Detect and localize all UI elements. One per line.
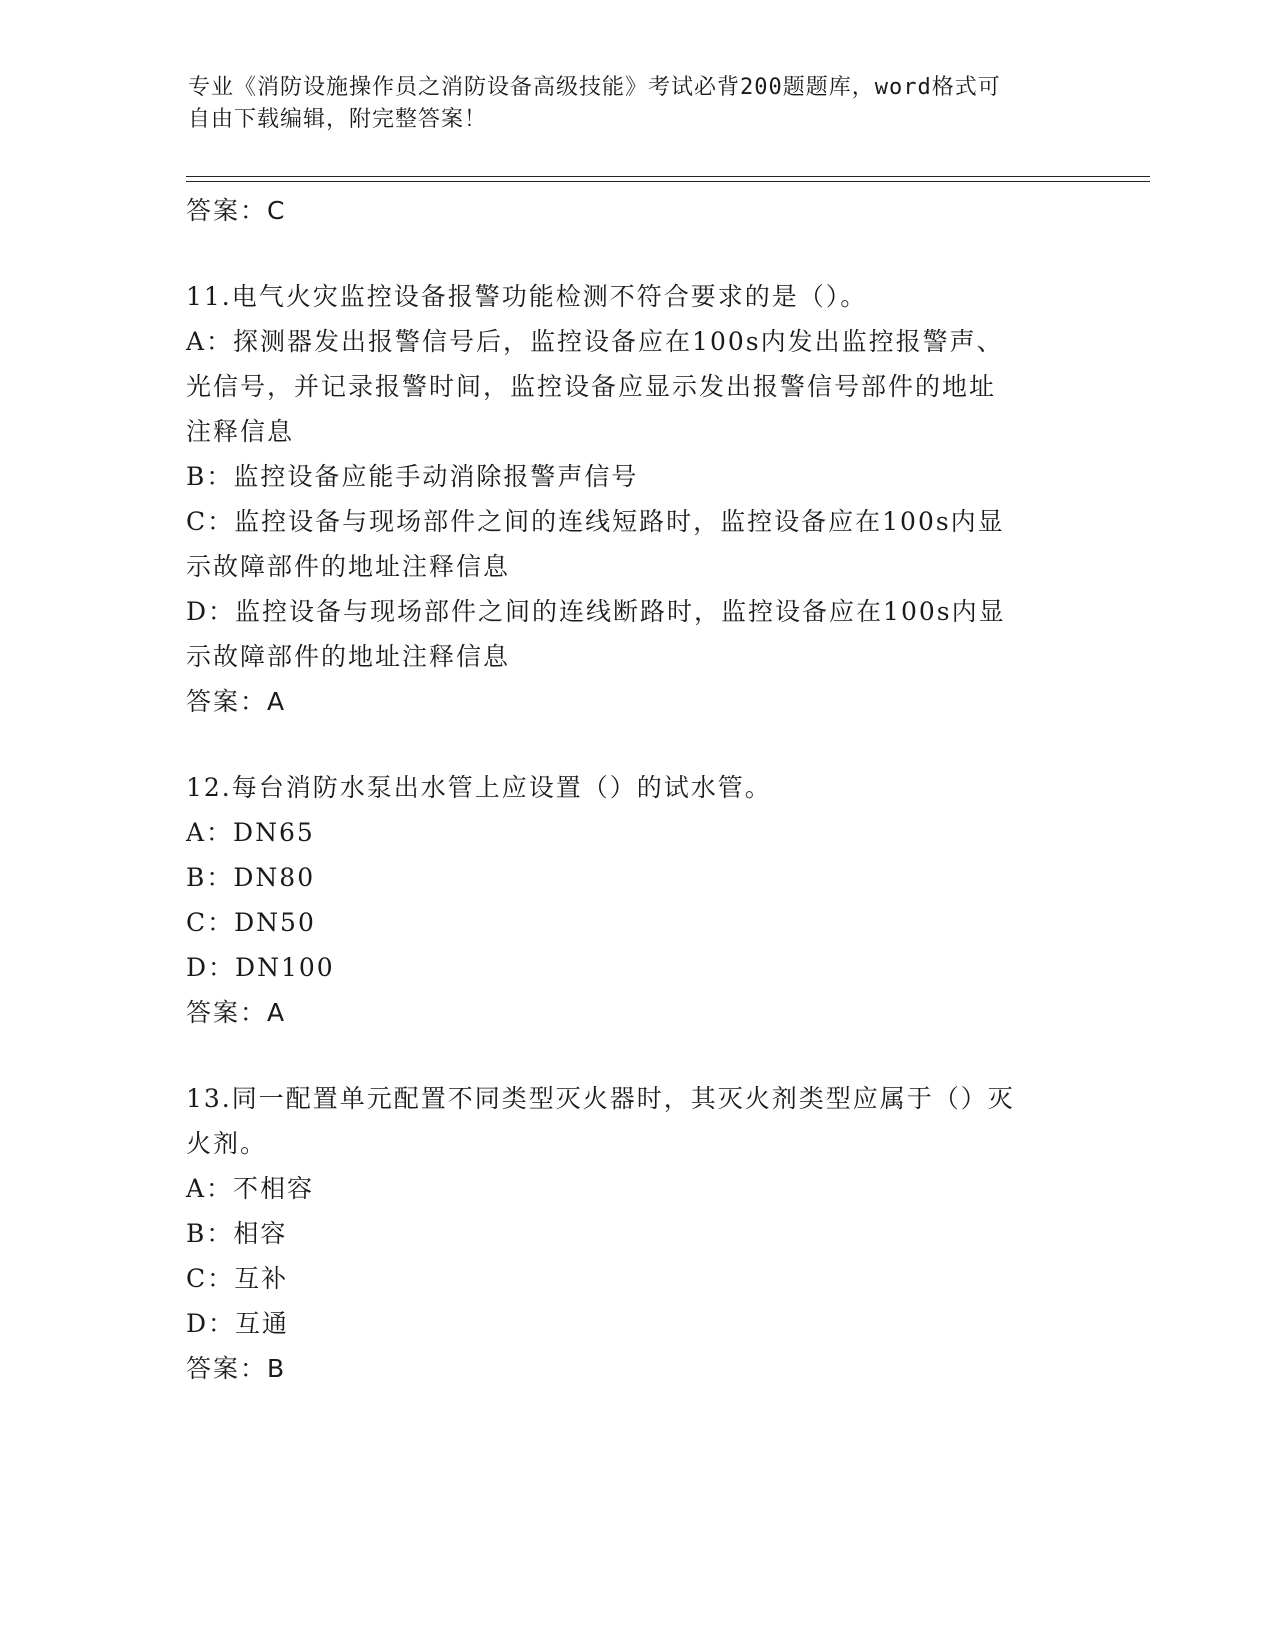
- document-header: [188, 72, 1068, 136]
- header-line-2: 自由下载编辑，附完整答案！: [188, 107, 488, 132]
- option-c: C：DN50: [186, 908, 316, 937]
- option-d: D：互通: [186, 1309, 290, 1338]
- option-a-cont: 注释信息: [186, 417, 295, 446]
- header-divider-bottom: [186, 181, 1150, 182]
- header-line-1: 专业《消防设施操作员之消防设备高级技能》考试必背200题题库，word格式可: [188, 75, 1001, 100]
- option-c: C：互补: [186, 1264, 289, 1293]
- option-b: B：DN80: [186, 863, 316, 892]
- question-stem: 11.电气火灾监控设备报警功能检测不符合要求的是（）。: [186, 282, 868, 311]
- option-b: B：相容: [186, 1219, 288, 1248]
- question-11: [186, 274, 1066, 725]
- question-13: [186, 1076, 1066, 1392]
- option-a: A：DN65: [186, 818, 315, 847]
- option-a-cont: 光信号，并记录报警时间，监控设备应显示发出报警信号部件的地址: [186, 372, 997, 401]
- option-a: A：探测器发出报警信号后，监控设备应在100s内发出监控报警声、: [186, 327, 1004, 356]
- option-a: A：不相容: [186, 1174, 315, 1203]
- option-d: D：DN100: [186, 953, 335, 982]
- answer-line: 答案：A: [186, 998, 287, 1027]
- question-stem-cont: 火剂。: [186, 1129, 268, 1158]
- answer-line: 答案：B: [186, 1354, 287, 1383]
- option-d: D：监控设备与现场部件之间的连线断路时，监控设备应在100s内显: [186, 597, 1006, 626]
- answer-line: 答案：A: [186, 687, 287, 716]
- question-list: [186, 188, 1066, 1392]
- option-c-cont: 示故障部件的地址注释信息: [186, 552, 511, 581]
- option-c: C：监控设备与现场部件之间的连线短路时，监控设备应在100s内显: [186, 507, 1005, 536]
- question-12: [186, 765, 1066, 1036]
- header-divider-top: [186, 176, 1150, 177]
- question-stem: 12.每台消防水泵出水管上应设置（）的试水管。: [186, 773, 772, 802]
- answer-line: 答案：C: [186, 196, 287, 225]
- option-d-cont: 示故障部件的地址注释信息: [186, 642, 511, 671]
- question-stem: 13.同一配置单元配置不同类型灭火器时，其灭火剂类型应属于（）灭: [186, 1084, 1015, 1113]
- option-b: B：监控设备应能手动消除报警声信号: [186, 462, 639, 491]
